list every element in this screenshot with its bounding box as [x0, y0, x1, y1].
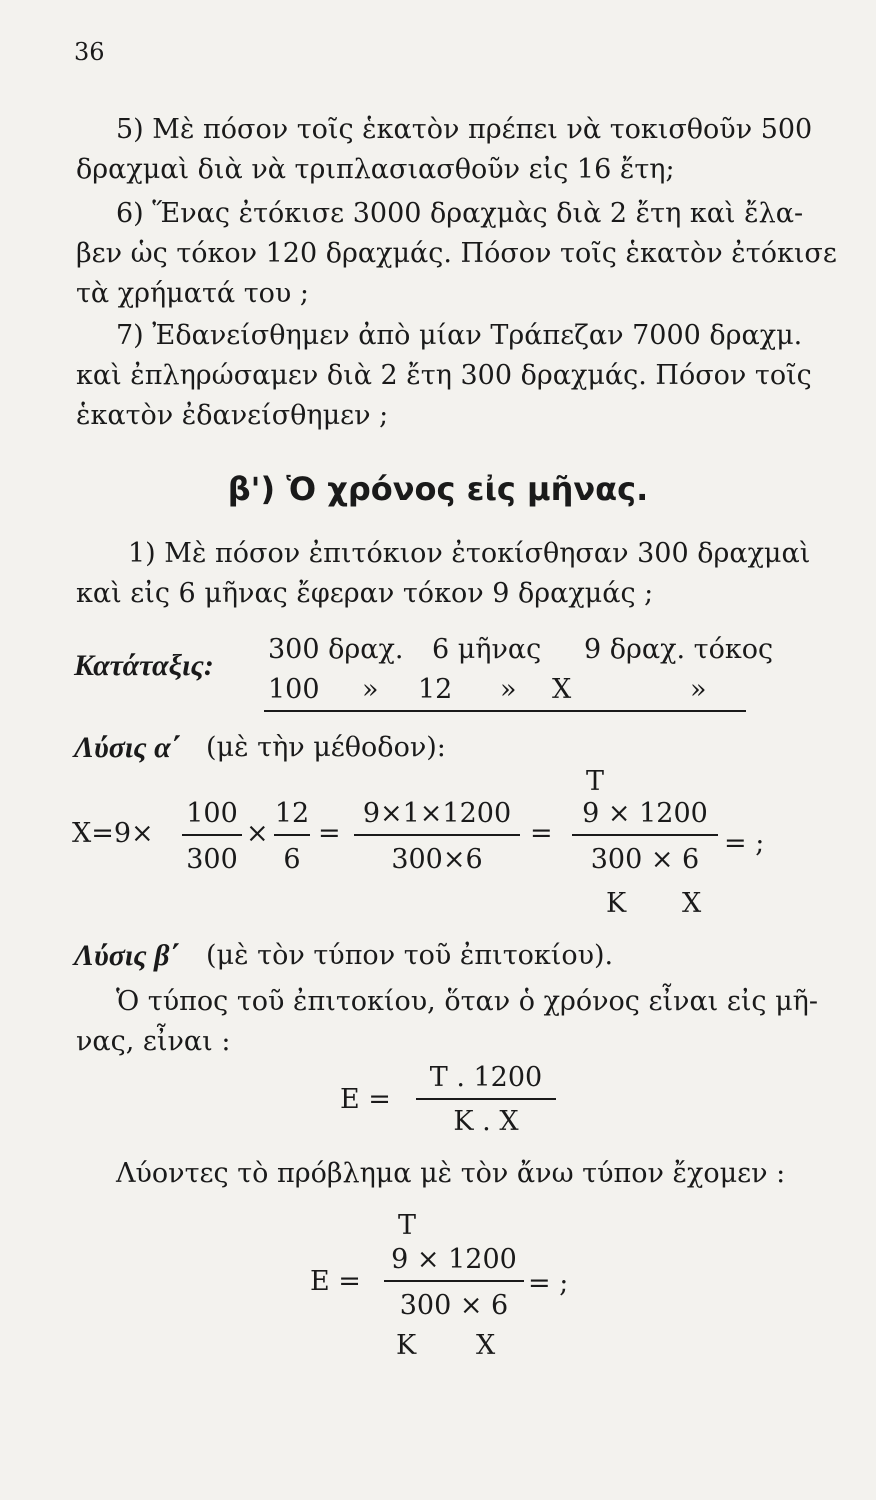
section-title: β') Ὁ χρόνος εἰς μῆνας.: [227, 470, 649, 508]
page-number: 36: [74, 38, 105, 66]
eq2-lhs: Ε =: [310, 1266, 361, 1297]
eq1-frac4-den: 300 × 6: [590, 844, 700, 875]
problem-b1-line-1: 1) Μὲ πόσον ἐπιτόκιον ἐτοκίσθησαν 300 δραχμαὶ: [128, 538, 811, 569]
eq1-frac3-num: 9×1×1200: [362, 798, 512, 829]
arrangement-row1-months: 6 μῆνας: [432, 634, 542, 665]
arrangement-row2-ditto-2: »: [500, 674, 517, 705]
eq1-bottom-K: Κ: [606, 888, 627, 919]
arrangement-row1-amount: 300 δραχ.: [268, 634, 404, 665]
arrangement-row2-ditto-1: »: [362, 674, 379, 705]
eq1-lhs: X=9×: [72, 818, 154, 849]
eq1-frac2-bar: [274, 834, 310, 836]
arrangement-row2-amount: 100: [268, 674, 320, 705]
arrangement-row2-unknown: X: [552, 674, 572, 705]
eq1-times: ×: [246, 818, 269, 849]
eq1-frac2-num: 12: [274, 798, 310, 829]
eq1-frac1-num: 100: [186, 798, 238, 829]
eq2-bottom-X: Χ: [476, 1330, 496, 1361]
arrangement-underline: [264, 710, 746, 712]
eq1-frac1-bar: [182, 834, 242, 836]
problem-6-line-2: βεν ὡς τόκον 120 δραχμάς. Πόσον τοῖς ἑκατὸν ἐτόκισε: [76, 238, 837, 269]
solution-a-label: Λύσις α΄: [74, 731, 181, 764]
eq1-frac3-den: 300×6: [391, 844, 483, 875]
eq2-tail: = ;: [528, 1268, 569, 1299]
problem-6-line-1: 6) Ἕνας ἐτόκισε 3000 δραχμὰς διὰ 2 ἔτη καὶ ἔλα-: [116, 198, 804, 229]
solution-a-text: (μὲ τὴν μέθοδον):: [206, 732, 446, 763]
formula-text-line-2: νας, εἶναι :: [76, 1026, 231, 1057]
formula-bar: [416, 1098, 556, 1100]
eq2-num: 9 × 1200: [391, 1244, 517, 1275]
problem-b1-line-2: καὶ εἰς 6 μῆνας ἔφεραν τόκον 9 δραχμάς ;: [76, 578, 654, 609]
solving-text: Λύοντες τὸ πρόβλημα μὲ τὸν ἄνω τύπον ἔχομεν :: [116, 1158, 786, 1189]
formula-num: Τ . 1200: [429, 1062, 543, 1093]
arrangement-row2-ditto-3: »: [690, 674, 707, 705]
eq2-den: 300 × 6: [399, 1290, 509, 1321]
formula-den: Κ . Χ: [453, 1106, 519, 1137]
solution-b-label: Λύσις β΄: [74, 939, 180, 972]
problem-6-line-3: τὰ χρήματά του ;: [76, 278, 309, 309]
eq2-bar: [384, 1280, 524, 1282]
eq1-frac1-den: 300: [186, 844, 238, 875]
eq1-frac4-bar: [572, 834, 718, 836]
eq2-bottom-K: Κ: [396, 1330, 417, 1361]
formula-text-line-1: Ὁ τύπος τοῦ ἐπιτοκίου, ὅταν ὁ χρόνος εἶναι εἰς μῆ-: [116, 986, 818, 1017]
problem-5-line-1: 5) Μὲ πόσον τοῖς ἑκατὸν πρέπει νὰ τοκισθοῦν 500: [116, 114, 813, 145]
solution-b-text: (μὲ τὸν τύπον τοῦ ἐπιτοκίου).: [206, 940, 614, 971]
arrangement-label: Κατάταξις:: [74, 649, 214, 682]
problem-7-line-1: 7) Ἐδανείσθημεν ἀπὸ μίαν Τράπεζαν 7000 δραχμ.: [116, 320, 803, 351]
eq2-top-T: Τ: [397, 1210, 416, 1241]
eq1-equals-2: =: [530, 818, 553, 849]
formula-lhs: Ε =: [340, 1084, 391, 1115]
eq1-tail: = ;: [724, 828, 765, 859]
problem-7-line-3: ἑκατὸν ἐδανείσθημεν ;: [76, 400, 389, 431]
eq1-frac4-num: 9 × 1200: [582, 798, 708, 829]
eq1-frac3-bar: [354, 834, 520, 836]
arrangement-row1-interest: 9 δραχ. τόκος: [584, 634, 774, 665]
problem-5-line-2: δραχμαὶ διὰ νὰ τριπλασιασθοῦν εἰς 16 ἔτη;: [76, 154, 675, 185]
eq1-frac2-den: 6: [283, 844, 301, 875]
eq1-equals-1: =: [318, 818, 341, 849]
arrangement-row2-months: 12: [418, 674, 453, 705]
problem-7-line-2: καὶ ἐπληρώσαμεν διὰ 2 ἔτη 300 δραχμάς. Πόσον τοῖς: [76, 360, 812, 391]
eq1-top-T: Τ: [585, 766, 604, 797]
eq1-bottom-X: Χ: [682, 888, 702, 919]
